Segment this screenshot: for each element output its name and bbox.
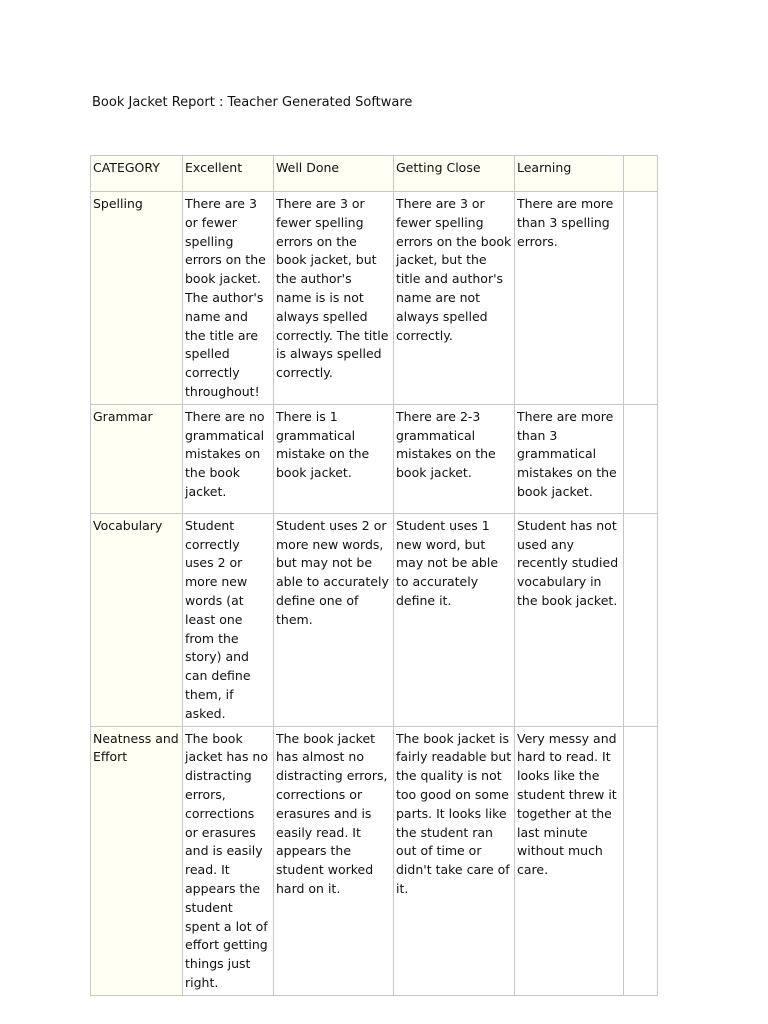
table-cell: There are more than 3 grammatical mistakes on the book jacket. — [515, 404, 624, 513]
table-cell: Student correctly uses 2 or more new words (at least one from the story) and can define them, if asked. — [183, 513, 274, 726]
table-cell: Very messy and hard to read. It looks like the student threw it together at the last minute without much care. — [515, 726, 624, 995]
table-cell: There are 3 or fewer spelling errors on the book jacket. The author's name and the title are spelled correctly throughout! — [183, 192, 274, 405]
row-category: Vocabulary — [91, 513, 183, 726]
table-cell: There are 3 or fewer spelling errors on the book jacket, but the title and author's name are not always spelled correctly. — [394, 192, 515, 405]
table-cell: The book jacket has almost no distracting errors, corrections or erasures and is easily read. It appears the student worked hard on it. — [274, 726, 394, 995]
header-category: CATEGORY — [91, 156, 183, 192]
table-cell: There are no grammatical mistakes on the book jacket. — [183, 404, 274, 513]
table-row — [91, 192, 658, 405]
table-row — [91, 404, 658, 513]
header-row — [91, 156, 658, 192]
row-category: Neatness and Effort — [91, 726, 183, 995]
table-cell — [624, 513, 658, 726]
table-cell — [624, 192, 658, 405]
row-category: Spelling — [91, 192, 183, 405]
header-excellent: Excellent — [183, 156, 274, 192]
header-getting-close: Getting Close — [394, 156, 515, 192]
table-cell: Student uses 2 or more new words, but may not be able to accurately define one of them. — [274, 513, 394, 726]
table-cell: Student uses 1 new word, but may not be able to accurately define it. — [394, 513, 515, 726]
table-row — [91, 726, 658, 995]
table-cell: The book jacket has no distracting errors, corrections or erasures and is easily read. It appears the student spent a lot of effort getting things just right. — [183, 726, 274, 995]
table-cell: The book jacket is fairly readable but the quality is not too good on some parts. It looks like the student ran out of time or didn't take care of it. — [394, 726, 515, 995]
table-cell: There are 3 or fewer spelling errors on the book jacket, but the author's name is is not always spelled correctly. The title is always spelled correctly. — [274, 192, 394, 405]
table-cell — [624, 726, 658, 995]
table-cell: There are 2-3 grammatical mistakes on the book jacket. — [394, 404, 515, 513]
table-row — [91, 513, 658, 726]
table-cell — [624, 404, 658, 513]
row-category: Grammar — [91, 404, 183, 513]
header-well-done: Well Done — [274, 156, 394, 192]
table-cell: There is 1 grammatical mistake on the book jacket. — [274, 404, 394, 513]
header-empty — [624, 156, 658, 192]
table-cell: Student has not used any recently studied vocabulary in the book jacket. — [515, 513, 624, 726]
rubric-table — [90, 155, 658, 996]
page-title: Book Jacket Report : Teacher Generated Software — [92, 95, 413, 110]
header-learning: Learning — [515, 156, 624, 192]
table-cell: There are more than 3 spelling errors. — [515, 192, 624, 405]
